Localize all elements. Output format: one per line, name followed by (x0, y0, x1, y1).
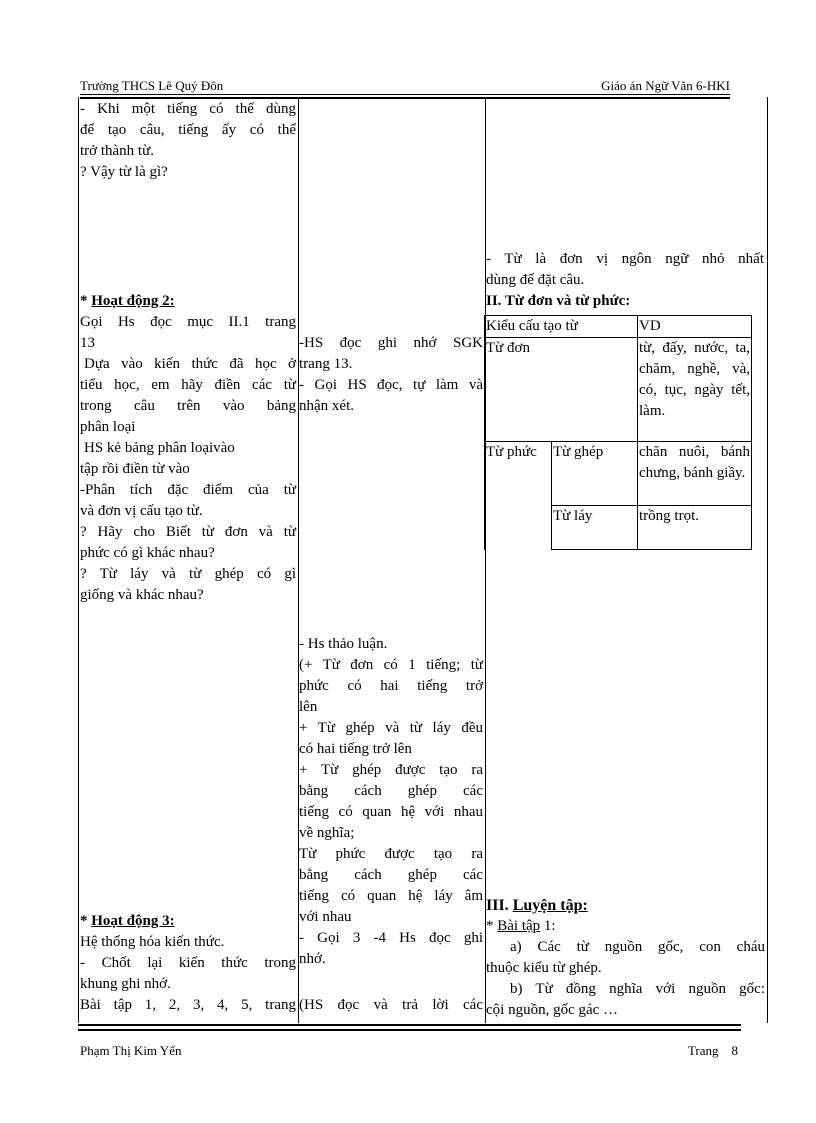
col1-line: và đơn vị cấu tạo từ. (80, 503, 203, 519)
footer-rule (78, 1024, 741, 1026)
table-cell: Từ ghép (552, 442, 638, 506)
section-3-number: III. (486, 897, 509, 914)
activity-3-title: Hoạt động 3: (91, 913, 175, 929)
table-cell: từ, đấy, nước, ta, chăm, nghề, và, có, tục, ngày tết, làm. (638, 338, 752, 442)
col2-line: bằng cách ghép các (299, 867, 483, 883)
col2-line: + Từ ghép và từ láy đều (299, 720, 483, 736)
col1-line: HS kẻ bảng phân loạivào (84, 440, 235, 456)
subject-title: Giáo án Ngữ Văn 6-HKI (601, 78, 730, 93)
definition-line: - Từ là đơn vị ngôn ngữ nhỏ nhất (486, 251, 764, 267)
col2-line: có hai tiếng trở lên (299, 741, 412, 757)
table-cell: chăn nuôi, bánh chưng, bánh giầy. (638, 442, 752, 506)
col1-line: giống và khác nhau? (80, 587, 204, 603)
word-structure-table (484, 315, 752, 550)
definition-line: dùng để đặt câu. (486, 272, 585, 288)
column-divider (485, 97, 486, 1023)
col1-line: Gọi Hs đọc mục II.1 trang (80, 314, 296, 330)
col2-line: Từ phức được tạo ra (299, 846, 483, 862)
table-cell: trồng trọt. (638, 506, 752, 550)
exercise-star: * (486, 918, 494, 934)
col1-line: ? Vậy từ là gì? (80, 164, 168, 180)
table-cell: Từ láy (552, 506, 638, 550)
col1-line: ? Từ láy và từ ghép có gì (80, 566, 296, 582)
col2-line: trang 13. (299, 356, 353, 372)
section-3-heading (486, 895, 588, 916)
col1-line: khung ghi nhớ. (80, 976, 171, 992)
col1-line: Bài tập 1, 2, 3, 4, 5, trang (80, 997, 296, 1013)
exercise-label-text: Bài tập (497, 918, 541, 934)
section-2-title: II. Từ đơn và từ phức: (486, 293, 631, 309)
col1-line: Hệ thống hóa kiến thức. (80, 934, 225, 950)
activity-2-title: Hoạt động 2: (91, 293, 175, 309)
col2-line: + Từ ghép được tạo ra (299, 762, 483, 778)
activity-2-heading: * Hoạt động 2: (80, 293, 175, 309)
school-name: Trường THCS Lê Quý Đôn (80, 78, 224, 93)
col1-line: tiểu học, em hãy điền các từ (80, 377, 296, 393)
col2-line: - Hs thảo luận. (299, 636, 388, 652)
table-header: Kiểu cấu tạo từ (485, 316, 638, 338)
activity-3-heading: * Hoạt động 3: (80, 913, 175, 929)
exercise-label (486, 916, 556, 937)
exercise-line: b) Từ đồng nghĩa với nguồn gốc: (510, 981, 765, 997)
header-rule (80, 94, 730, 95)
col2-line: với nhau (299, 909, 352, 925)
exercise-line: thuộc kiểu từ ghép. (486, 960, 602, 976)
col1-line: phức có gì khác nhau? (80, 545, 215, 561)
col1-line: để tạo câu, tiếng ấy có thể (80, 122, 296, 138)
table-header: VD (638, 316, 752, 338)
exercise-line: cội nguồn, gốc gác … (486, 1002, 619, 1018)
section-3-title: Luyện tập: (512, 897, 588, 914)
col2-line: lên (299, 699, 318, 715)
col2-line: -HS đọc ghi nhớ SGK (299, 335, 483, 351)
table-cell: Từ phức (485, 442, 552, 550)
col1-line: trở thành từ. (80, 143, 154, 159)
col2-line: - Gọi 3 -4 Hs đọc ghi (299, 930, 483, 946)
col1-line: Dựa vào kiến thức đã học ở (84, 356, 296, 372)
col1-line: ? Hãy cho Biết từ đơn và từ (80, 524, 296, 540)
col2-line: phức có hai tiếng trở (299, 678, 483, 694)
page-number: Trang 8 (687, 1043, 738, 1058)
col1-line: phân loại (80, 419, 136, 435)
col2-line: (+ Từ đơn có 1 tiếng; từ (299, 657, 483, 673)
page-header (80, 78, 730, 94)
col2-line: (HS đọc và trả lời các (299, 997, 483, 1013)
col1-line: -Phân tích đặc điểm của từ (80, 482, 296, 498)
col2-line: tiếng có quan hệ với nhau (299, 804, 483, 820)
col1-line: - Chốt lại kiến thức trong (80, 955, 296, 971)
col1-line: 13 (80, 335, 95, 351)
col1-line: tập rồi điền từ vào (80, 461, 190, 477)
footer-rule-thick (78, 1029, 741, 1031)
col1-line: trong câu trên vào bảng (80, 398, 296, 414)
col2-line: - Gọi HS đọc, tự làm và (299, 377, 483, 393)
exercise-number: 1: (540, 918, 556, 934)
col2-line: tiếng có quan hệ láy âm (299, 888, 483, 904)
col2-line: về nghĩa; (299, 825, 355, 841)
col2-line: nhớ. (299, 951, 326, 967)
exercise-line: a) Các từ nguồn gốc, con cháu (510, 939, 765, 955)
col1-line: - Khi một tiếng có thể dùng (80, 101, 296, 117)
col2-line: nhận xét. (299, 398, 354, 414)
page-footer (80, 1043, 740, 1059)
col2-line: bằng cách ghép các (299, 783, 483, 799)
table-cell: Từ đơn (485, 338, 638, 442)
author-name: Phạm Thị Kim Yến (80, 1043, 182, 1058)
